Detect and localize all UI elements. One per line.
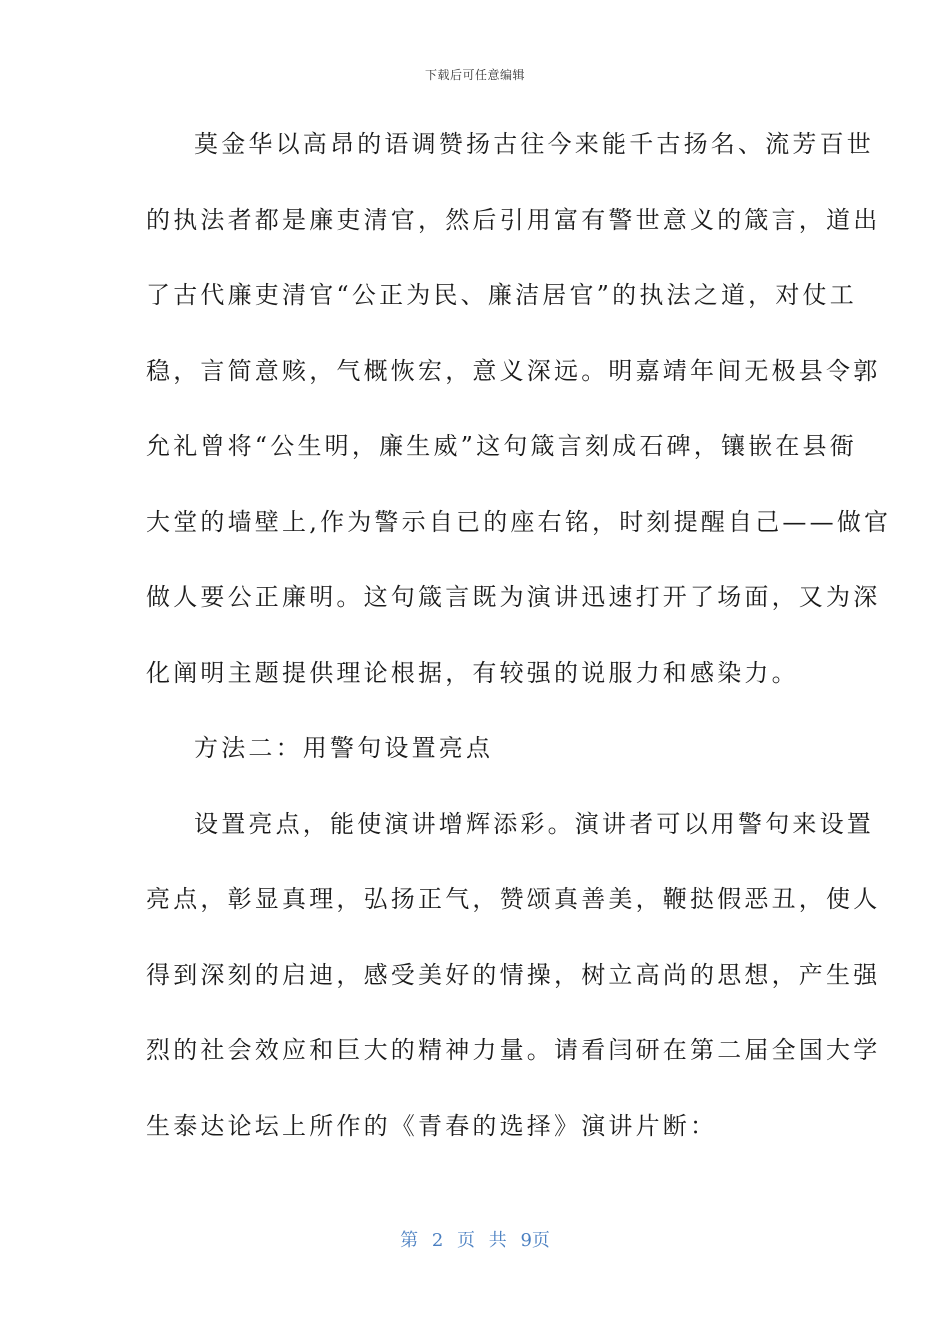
paragraph-line: 大堂的墙壁上,作为警示自已的座右铭，时刻提醒自己——做官 bbox=[146, 507, 892, 536]
paragraph-line: 稳，言简意赅，气概恢宏，意义深远。明嘉靖年间无极县令郭 bbox=[146, 356, 881, 385]
paragraph-line: 莫金华以高昂的语调赞扬古往今来能千古扬名、流芳百世 bbox=[194, 130, 874, 158]
footer-gong: 共 bbox=[488, 1230, 507, 1251]
paragraph-line: 生泰达论坛上所作的《青春的选择》演讲片断： bbox=[146, 1111, 718, 1140]
paragraph-line: 设置亮点，能使演讲增辉添彩。演讲者可以用警句来设置 bbox=[194, 809, 874, 838]
document-body bbox=[146, 124, 892, 1181]
paragraph-line: 烈的社会效应和巨大的精神力量。请看闫研在第二届全国大学 bbox=[146, 1036, 881, 1064]
paragraph-line: 允礼曾将“公生明，廉生威”这句箴言刻成石碑，镶嵌在县衙 bbox=[146, 432, 857, 460]
footer-total: 9页 bbox=[520, 1230, 550, 1251]
paragraph-line: 了古代廉吏清官“公正为民、廉洁居官”的执法之道，对仗工 bbox=[146, 281, 857, 309]
footer-page-number: 2 bbox=[431, 1230, 444, 1251]
paragraph-line: 做人要公正廉明。这句箴言既为演讲迅速打开了场面，又为深 bbox=[146, 583, 881, 611]
page-footer bbox=[0, 1226, 950, 1252]
paragraph-line: 的执法者都是廉吏清官，然后引用富有警世意义的箴言，道出 bbox=[146, 205, 881, 234]
footer-di: 第 bbox=[400, 1230, 419, 1251]
footer-ye: 页 bbox=[457, 1230, 475, 1251]
section-heading: 方法二：用警句设置亮点 bbox=[194, 734, 494, 762]
paragraph-line: 化阐明主题提供理论根据，有较强的说服力和感染力。 bbox=[146, 658, 799, 687]
paragraph-line: 得到深刻的启迪，感受美好的情操，树立高尚的思想，产生强 bbox=[146, 960, 881, 989]
paragraph-line: 亮点，彰显真理，弘扬正气，赞颂真善美，鞭挞假恶丑，使人 bbox=[146, 885, 881, 913]
page-header: 下载后可任意编辑 bbox=[424, 68, 525, 82]
